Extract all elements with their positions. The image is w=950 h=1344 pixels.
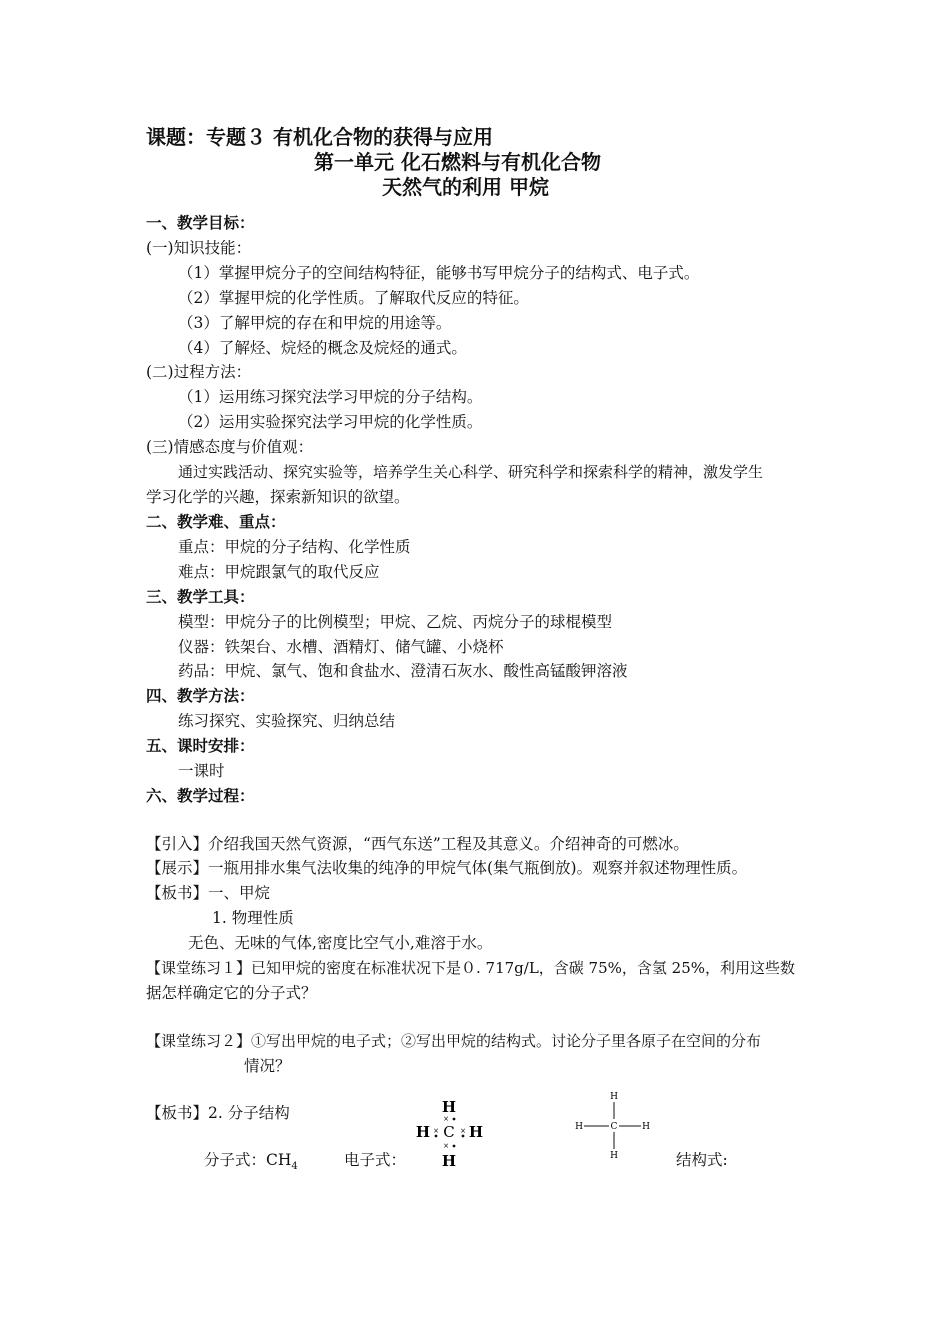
tools-models: 模型：甲烷分子的比例模型；甲烷、乙烷、丙烷分子的球棍模型	[178, 613, 613, 631]
knowledge-item-2: （2）掌握甲烷的化学性质。了解取代反应的特征。	[178, 289, 529, 307]
attitude-label: (三)情感态度与价值观：	[146, 438, 314, 456]
board-line-2: 【板书】2. 分子结构	[146, 1104, 290, 1122]
electron-pair-right	[460, 1127, 466, 1137]
svg-text:×: ×	[433, 1127, 439, 1135]
difficulty-text: 难点：甲烷跟氯气的取代反应	[178, 563, 380, 581]
key-points-heading: 二、教学难、重点：	[146, 512, 286, 531]
exercise-2-line2: 情况？	[244, 1057, 291, 1075]
doc-title-line2: 第一单元 化石燃料与有机化合物	[314, 150, 601, 174]
electron-pair-left	[433, 1127, 439, 1137]
struct-c-center: C	[610, 1122, 618, 1132]
process-method-item-1: （1）运用练习探究法学习甲烷的分子结构。	[178, 388, 483, 406]
demo-line: 【展示】一瓶用排水集气法收集的纯净的甲烷气体(集气瓶倒放)。观察并叙述物理性质。	[146, 859, 748, 877]
knowledge-item-4: （4）了解烃、烷烃的概念及烷烃的通式。	[178, 339, 467, 357]
tools-heading: 三、教学工具：	[146, 587, 255, 606]
electron-c-center: C	[443, 1123, 455, 1141]
svg-text:×: ×	[460, 1127, 466, 1135]
schedule-text: 一课时	[178, 762, 225, 780]
schedule-heading: 五、课时安排：	[146, 736, 255, 755]
doc-title-line3: 天然气的利用 甲烷	[382, 175, 549, 199]
molecular-formula-base: CH	[266, 1151, 292, 1169]
tools-instruments: 仪器：铁架台、水槽、酒精灯、储气罐、小烧杯	[178, 638, 504, 656]
electron-pair-bottom	[443, 1142, 455, 1150]
molecular-formula-label: 分子式：	[204, 1151, 267, 1169]
structural-formula-diagram	[570, 1088, 660, 1168]
svg-text:×: ×	[443, 1142, 449, 1150]
board-subheading-physical: 1. 物理性质	[212, 909, 294, 927]
electron-formula-label: 电子式：	[344, 1151, 407, 1169]
process-method-label: (二)过程方法：	[146, 363, 252, 381]
molecular-formula-subscript: 4	[291, 1161, 298, 1172]
exercise-1-line2: 据怎样确定它的分子式？	[146, 984, 317, 1002]
process-heading: 六、教学过程：	[146, 786, 255, 805]
struct-h-left: H	[575, 1122, 583, 1132]
electron-h-left: H	[415, 1123, 431, 1141]
electron-h-top: H	[441, 1098, 457, 1116]
electron-formula-diagram	[405, 1095, 495, 1175]
electron-h-right: H	[468, 1123, 484, 1141]
electron-h-bottom: H	[441, 1152, 457, 1170]
knowledge-item-3: （3）了解甲烷的存在和甲烷的用途等。	[178, 314, 452, 332]
attitude-text-line1: 通过实践活动、探究实验等，培养学生关心科学、研究科学和探索科学的精神，激发学生	[178, 463, 764, 481]
physical-properties: 无色、无味的气体,密度比空气小,难溶于水。	[188, 934, 493, 952]
process-method-item-2: （2）运用实验探究法学习甲烷的化学性质。	[178, 413, 483, 431]
struct-h-right: H	[642, 1122, 650, 1132]
methods-heading: 四、教学方法：	[146, 686, 255, 705]
exercise-2-line1: 【课堂练习２】①写出甲烷的电子式；②写出甲烷的结构式。讨论分子里各原子在空间的分布	[146, 1032, 762, 1050]
attitude-text-line2: 学习化学的兴趣，探索新知识的欲望。	[146, 488, 410, 506]
knowledge-label: (一)知识技能：	[146, 239, 252, 257]
svg-text:×: ×	[443, 1115, 449, 1123]
focus-text: 重点：甲烷的分子结构、化学性质	[178, 538, 411, 556]
objectives-heading: 一、教学目标：	[146, 213, 255, 232]
struct-h-top: H	[610, 1092, 618, 1102]
methods-text: 练习探究、实验探究、归纳总结	[178, 712, 396, 730]
board-line-1: 【板书】一、甲烷	[146, 884, 271, 902]
intro-line: 【引入】介绍我国天然气资源，“西气东送”工程及其意义。介绍神奇的可燃冰。	[146, 835, 689, 853]
structural-formula-label: 结构式:	[676, 1151, 728, 1169]
electron-pair-top	[443, 1115, 455, 1123]
doc-title-line1: 课题：专题３ 有机化合物的获得与应用	[146, 125, 493, 149]
knowledge-item-1: （1）掌握甲烷分子的空间结构特征，能够书写甲烷分子的结构式、电子式。	[178, 264, 700, 282]
molecular-formula	[204, 1150, 298, 1173]
exercise-1-line1: 【课堂练习１】已知甲烷的密度在标准状况下是０. 717g/L，含碳 75%，含氢 25%，利用这些数	[146, 959, 796, 977]
tools-reagents: 药品：甲烷、氯气、饱和食盐水、澄清石灰水、酸性高锰酸钾溶液	[178, 662, 628, 680]
struct-h-bottom: H	[610, 1151, 618, 1161]
